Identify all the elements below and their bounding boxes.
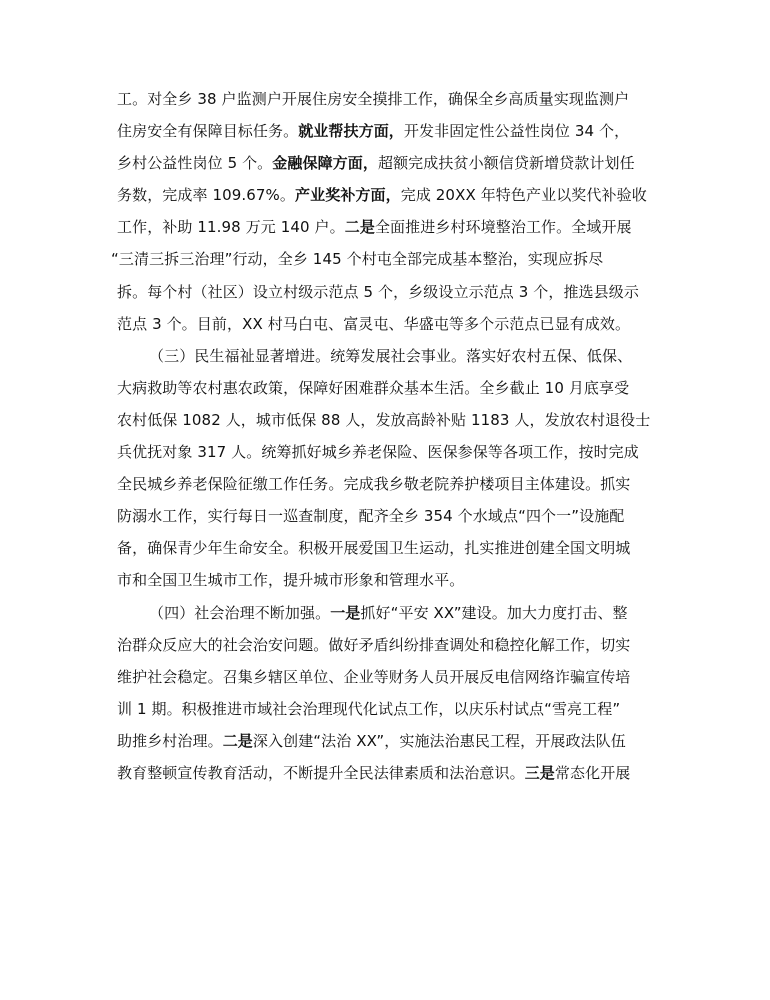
text-line	[117, 629, 657, 661]
text-run: 市和全国卫生城市工作，提升城市形象和管理水平。	[117, 571, 465, 590]
text-line	[117, 564, 657, 596]
text-run: 工。对全乡 38 户监测户开展住房安全摸排工作，确保全乡高质量实现监测户	[117, 90, 630, 108]
text-run: 防溺水工作，实行每日一巡查制度，配齐全乡 354 个水域点“四个一”设施配	[117, 507, 625, 526]
text-run: “三清三拆三治理”行动，全乡 145 个村屯全部完成基本整治，实现应拆尽	[111, 250, 604, 269]
text-line	[117, 693, 657, 725]
text-run: 乡村公益性岗位 5 个。	[117, 154, 273, 173]
text-line	[117, 661, 657, 693]
bold-heading-run: 二是	[344, 218, 375, 237]
text-run: 深入创建“法治 XX”，实施法治惠民工程，开展政法队伍	[252, 731, 626, 750]
text-run: 完成 20XX 年特色产业以奖代补验收	[400, 186, 647, 205]
text-run: 全面推进乡村环境整治工作。全域开展	[374, 218, 632, 237]
text-line	[117, 404, 657, 436]
text-line	[117, 83, 657, 115]
text-line	[117, 147, 657, 179]
text-line	[117, 725, 657, 757]
text-run: 农村低保 1082 人，城市低保 88 人，发放高龄补贴 1183 人，发放农村退役士	[117, 410, 651, 429]
text-run: （四）社会治理不断加强。	[149, 603, 331, 622]
text-run: 常态化开展	[554, 763, 631, 782]
text-run: 训 1 期。积极推进市域社会治理现代化试点工作，以庆乐村试点“雪亮工程”	[117, 699, 621, 718]
text-run: 全民城乡养老保险征缴工作任务。完成我乡敬老院养护楼项目主体建设。抓实	[117, 475, 631, 494]
text-line	[117, 532, 657, 564]
text-line	[117, 372, 657, 404]
text-run: 助推乡村治理。	[117, 731, 223, 750]
section-heading-line	[117, 340, 657, 372]
text-run: 兵优抚对象 317 人。统筹抓好城乡养老保险、医保参保等各项工作，按时完成	[117, 443, 639, 462]
text-run: 治群众反应大的社会治安问题。做好矛盾纠纷排查调处和稳控化解工作，切实	[117, 635, 631, 654]
text-line	[117, 308, 657, 340]
text-line	[117, 179, 657, 211]
bold-heading-run: 二是	[222, 731, 253, 750]
text-run: 维护社会稳定。召集乡辖区单位、企业等财务人员开展反电信网络诈骗宣传培	[117, 667, 631, 686]
bold-heading-run: 就业帮扶方面，	[298, 122, 404, 141]
text-run: 开发非固定性公益性岗位 34 个，	[403, 122, 630, 141]
text-run: 范点 3 个。目前，XX 村马白屯、富灵屯、华盛屯等多个示范点已显有成效。	[117, 314, 631, 333]
text-line	[117, 436, 657, 468]
text-line	[117, 757, 657, 789]
text-line	[111, 243, 657, 275]
bold-heading-run: 三是	[524, 763, 555, 782]
text-line	[117, 276, 657, 308]
text-run: 住房安全有保障目标任务。	[117, 122, 299, 141]
text-run: 抓好“平安 XX”建设。加大力度打击、整	[360, 603, 628, 622]
text-line	[117, 468, 657, 500]
text-run: （三）民生福祉显著增进。统筹发展社会事业。落实好农村五保、低保、	[149, 346, 633, 365]
text-run: 大病救助等农村惠农政策，保障好困难群众基本生活。全乡截止 10 月底享受	[117, 378, 630, 397]
bold-heading-run: 产业奖补方面，	[295, 186, 401, 205]
text-line	[117, 211, 657, 243]
document-body	[111, 83, 657, 789]
text-run: 工作，补助 11.98 万元 140 户。	[117, 218, 345, 237]
text-line	[117, 500, 657, 532]
section-heading-line	[117, 597, 657, 629]
text-line	[117, 115, 657, 147]
text-run: 教育整顿宣传教育活动，不断提升全民法律素质和法治意识。	[117, 763, 525, 782]
bold-heading-run: 金融保障方面，	[272, 154, 378, 173]
text-run: 超额完成扶贫小额信贷新增贷款计划任	[377, 154, 635, 173]
bold-heading-run: 一是	[330, 603, 361, 622]
text-run: 备，确保青少年生命安全。积极开展爱国卫生运动，扎实推进创建全国文明城	[117, 539, 631, 558]
text-run: 务数，完成率 109.67%。	[117, 186, 296, 205]
text-run: 拆。每个村（社区）设立村级示范点 5 个，乡级设立示范点 3 个，推选县级示	[117, 282, 639, 301]
